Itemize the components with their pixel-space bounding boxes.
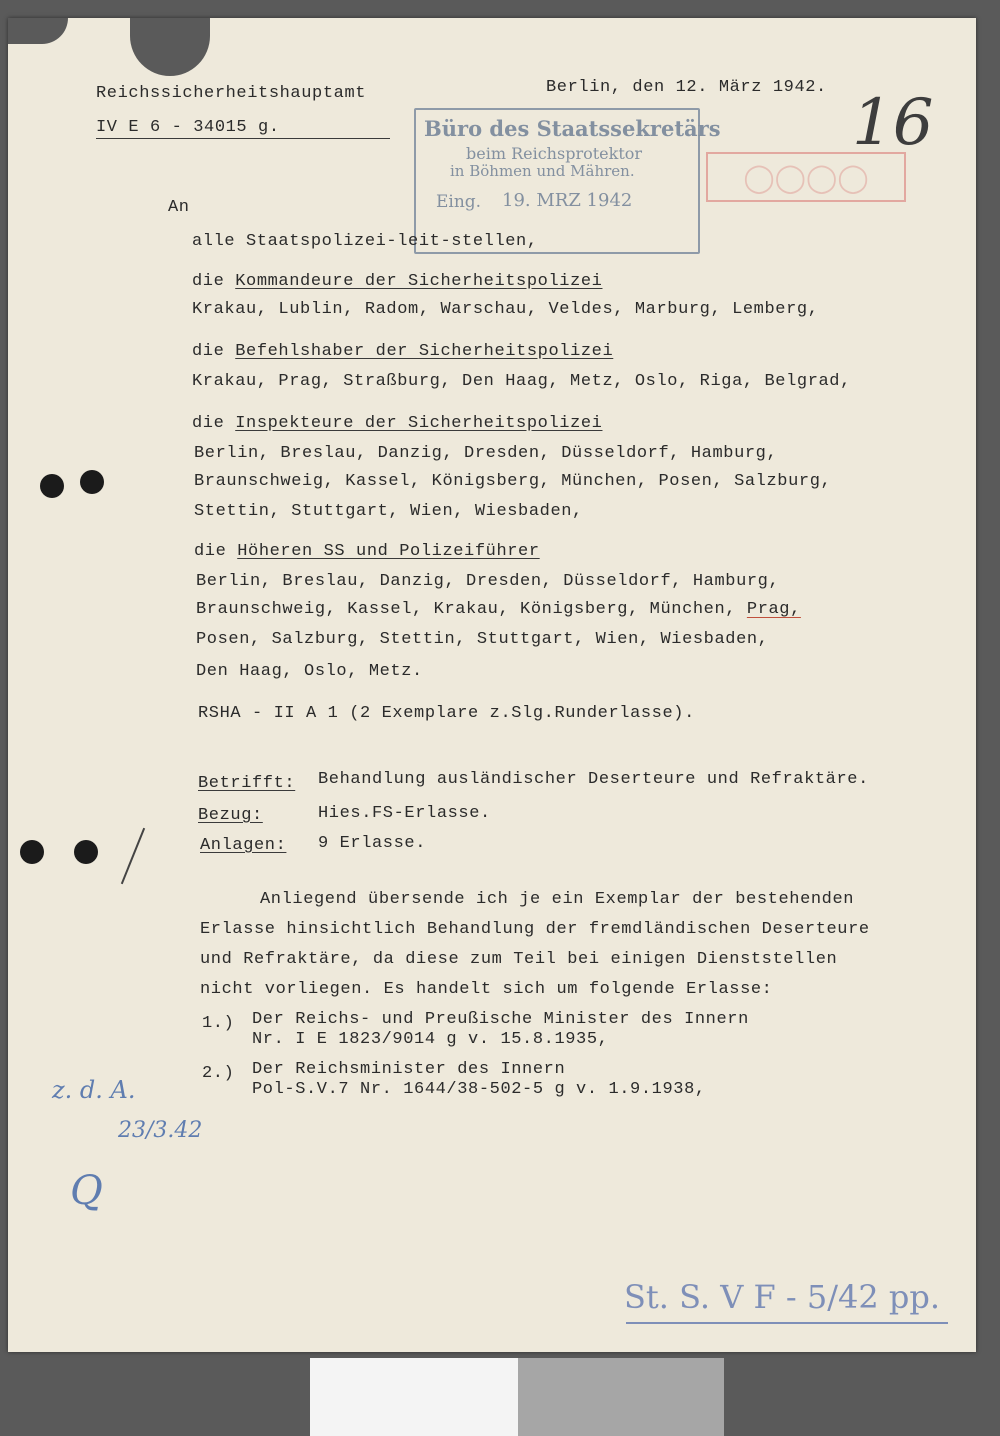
calibration-white xyxy=(310,1358,518,1436)
file-stamp-underline xyxy=(626,1322,948,1324)
recipient-line: Berlin, Breslau, Danzig, Dresden, Düsseldorf, Hamburg, xyxy=(196,572,780,591)
body-line: und Refraktäre, da diese zum Teil bei einigen Dienststellen xyxy=(200,950,838,969)
item-line: Pol-S.V.7 Nr. 1644/38-502-5 g v. 1.9.1938, xyxy=(252,1080,706,1099)
file-reference: IV E 6 - 34015 g. xyxy=(96,118,280,137)
bezug-value: Hies.FS-Erlasse. xyxy=(318,804,491,823)
calibration-grey xyxy=(518,1358,724,1436)
item-line: Nr. I E 1823/9014 g v. 15.8.1935, xyxy=(252,1030,609,1049)
recipient-title: Befehlshaber der Sicherheitspolizei xyxy=(235,342,614,361)
body-line: Anliegend übersende ich je ein Exemplar der bestehenden xyxy=(260,890,855,909)
stamp-received-date: 19. MRZ 1942 xyxy=(502,190,633,211)
salutation: An xyxy=(168,198,190,217)
recipient-title: Höheren SS und Polizeiführer xyxy=(237,542,540,561)
punch-hole xyxy=(74,840,98,864)
recipient-heading xyxy=(192,272,602,291)
body-line: nicht vorliegen. Es handelt sich um folgende Erlasse: xyxy=(200,980,773,999)
recipient-title: Inspekteure der Sicherheitspolizei xyxy=(235,414,603,433)
calibration-strip xyxy=(310,1358,724,1436)
punch-hole xyxy=(40,474,64,498)
recipient-heading xyxy=(194,542,540,561)
body-line: Erlasse hinsichtlich Behandlung der fremdländischen Deserteure xyxy=(200,920,870,939)
recipient-prefix: die xyxy=(192,272,236,291)
recipient-heading xyxy=(192,342,613,361)
recipient-cities: Braunschweig, Kassel, Krakau, Königsberg, München, xyxy=(196,600,747,619)
recipient-title: Kommandeure der Sicherheitspolizei xyxy=(235,272,603,291)
item-number: 1.) xyxy=(202,1014,235,1033)
recipient-line: Krakau, Lublin, Radom, Warschau, Veldes, Marburg, Lemberg, xyxy=(192,300,819,319)
anlagen-label: Anlagen: xyxy=(200,836,287,855)
stamp-line-2: beim Reichsprotektor xyxy=(466,144,643,163)
item-line: Der Reichs- und Preußische Minister des Innern xyxy=(252,1010,749,1029)
margin-initial: Q xyxy=(70,1168,103,1214)
betrifft-value: Behandlung ausländischer Deserteure und Refraktäre. xyxy=(318,770,869,789)
recipient-line: alle Staatspolizei-leit-stellen, xyxy=(192,232,538,251)
recipient-heading xyxy=(192,414,602,433)
betrifft-label: Betrifft: xyxy=(198,774,296,793)
item-line: Der Reichsminister des Innern xyxy=(252,1060,566,1079)
margin-note: z. d. A. xyxy=(52,1076,136,1104)
stamp-line-1: Büro des Staatssekretärs xyxy=(424,116,721,141)
recipient-line: Stettin, Stuttgart, Wien, Wiesbaden, xyxy=(194,502,583,521)
red-secret-stamp: ◯◯◯◯ xyxy=(706,152,906,202)
recipient-prefix: die xyxy=(192,342,236,361)
punch-hole xyxy=(80,470,104,494)
bezug-label: Bezug: xyxy=(198,806,263,825)
anlagen-value: 9 Erlasse. xyxy=(318,834,427,853)
item-number: 2.) xyxy=(202,1064,235,1083)
recipient-line xyxy=(196,600,801,619)
reference-underline xyxy=(96,138,390,139)
recipient-line: Posen, Salzburg, Stettin, Stuttgart, Wien, Wiesbaden, xyxy=(196,630,769,649)
file-reference-stamp: St. S. V F - 5/42 pp. xyxy=(624,1278,941,1316)
recipient-line: RSHA - II A 1 (2 Exemplare z.Slg.Runderlasse). xyxy=(198,704,695,723)
issuing-authority: Reichssicherheitshauptamt xyxy=(96,84,367,103)
date-line: Berlin, den 12. März 1942. xyxy=(546,78,827,97)
stamp-line-3: in Böhmen und Mähren. xyxy=(450,162,635,180)
recipient-line: Krakau, Prag, Straßburg, Den Haag, Metz, Oslo, Riga, Belgrad, xyxy=(192,372,851,391)
punch-hole xyxy=(20,840,44,864)
highlighted-city-prag: Prag, xyxy=(746,600,801,619)
stamp-received-label: Eing. xyxy=(436,192,482,212)
folio-number: 16 xyxy=(852,86,934,160)
recipient-prefix: die xyxy=(194,542,238,561)
recipient-line: Berlin, Breslau, Danzig, Dresden, Düsseldorf, Hamburg, xyxy=(194,444,778,463)
recipient-line: Braunschweig, Kassel, Königsberg, München, Posen, Salzburg, xyxy=(194,472,832,491)
recipient-prefix: die xyxy=(192,414,236,433)
margin-date: 23/3.42 xyxy=(118,1118,203,1143)
recipient-line: Den Haag, Oslo, Metz. xyxy=(196,662,423,681)
